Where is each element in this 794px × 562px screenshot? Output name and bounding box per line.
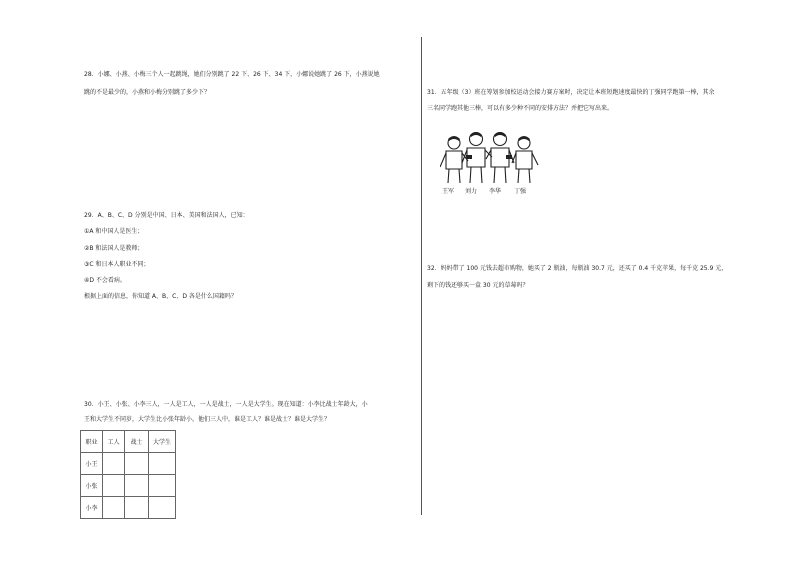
table-row bbox=[81, 475, 176, 497]
q29-line5: ④D 不会看病。 bbox=[84, 277, 126, 284]
table-row-label: 小张 bbox=[81, 475, 103, 497]
q29-line4: ③C 和日本人职业不同； bbox=[84, 261, 150, 268]
table-cell bbox=[149, 475, 176, 497]
table-cell bbox=[125, 497, 149, 519]
runner-name-label: 李华 bbox=[489, 188, 502, 195]
runner-name-label: 丁强 bbox=[514, 188, 527, 195]
q32-line2: 剩下的钱还够买一盒 30 元的草莓吗？ bbox=[427, 282, 529, 289]
q30-table bbox=[80, 430, 176, 519]
q31-line2: 三名同学跑其他三棒，可以有多少种不同的安排方法？并把它写出来。 bbox=[427, 105, 614, 112]
q32-line1: 32．妈妈带了 100 元钱去超市购物，她买了 2 瓶油，每瓶油 30.7 元，还买了 0.4 千克苹果，每千克 25.9 元， bbox=[427, 265, 728, 272]
q28-line2: 跳的不是最少的，小燕和小梅分别跳了多少下？ bbox=[84, 89, 211, 96]
table-cell bbox=[125, 475, 149, 497]
column-divider bbox=[421, 37, 422, 515]
table-cell bbox=[103, 475, 125, 497]
table-row-label: 小李 bbox=[81, 497, 103, 519]
q29-line6: 根据上面的信息，你知道 A、B、C、D 各是什么国籍吗？ bbox=[84, 293, 237, 300]
table-row bbox=[81, 431, 176, 453]
table-cell bbox=[103, 497, 125, 519]
q29-line2: ①A 和中国人是医生； bbox=[84, 228, 144, 235]
table-header-cell: 战士 bbox=[125, 431, 149, 453]
q29-line1: 29．A、B、C、D 分别是中国、日本、美国和法国人，已知： bbox=[84, 212, 249, 219]
table-cell bbox=[149, 453, 176, 475]
table-header-cell: 工人 bbox=[103, 431, 125, 453]
table-cell bbox=[149, 497, 176, 519]
runner-name-label: 王军 bbox=[442, 188, 455, 195]
runner-name-label: 刘力 bbox=[465, 188, 478, 195]
q31-line1: 31．五年级（3）班在筹划参加校运动会接力赛方案时，决定让本班短跑速度最快的丁强同学跑第一棒，其余 bbox=[427, 89, 715, 96]
table-row bbox=[81, 497, 176, 519]
table-header-cell: 大学生 bbox=[149, 431, 176, 453]
q30-line1: 30．小王、小张、小李三人，一人是工人，一人是战士，一人是大学生。现在知道：小李比战士年龄大，小 bbox=[84, 401, 368, 408]
q29-line3: ②B 和法国人是教师； bbox=[84, 245, 144, 252]
table-cell bbox=[103, 453, 125, 475]
q30-line2: 王和大学生不同岁，大学生比小张年龄小。他们三人中，谁是工人？谁是战士？谁是大学生？ bbox=[84, 416, 331, 423]
q28-line1: 28．小娜、小燕、小梅三个人一起跳绳，她们分别跳了 22 下、26 下、34 下，小娜说她跳了 26 下，小燕说她 bbox=[84, 71, 380, 78]
relay-runners-illustration bbox=[440, 127, 540, 195]
table-row bbox=[81, 453, 176, 475]
table-header-cell: 职业 bbox=[81, 431, 103, 453]
table-cell bbox=[125, 453, 149, 475]
table-row-label: 小王 bbox=[81, 453, 103, 475]
